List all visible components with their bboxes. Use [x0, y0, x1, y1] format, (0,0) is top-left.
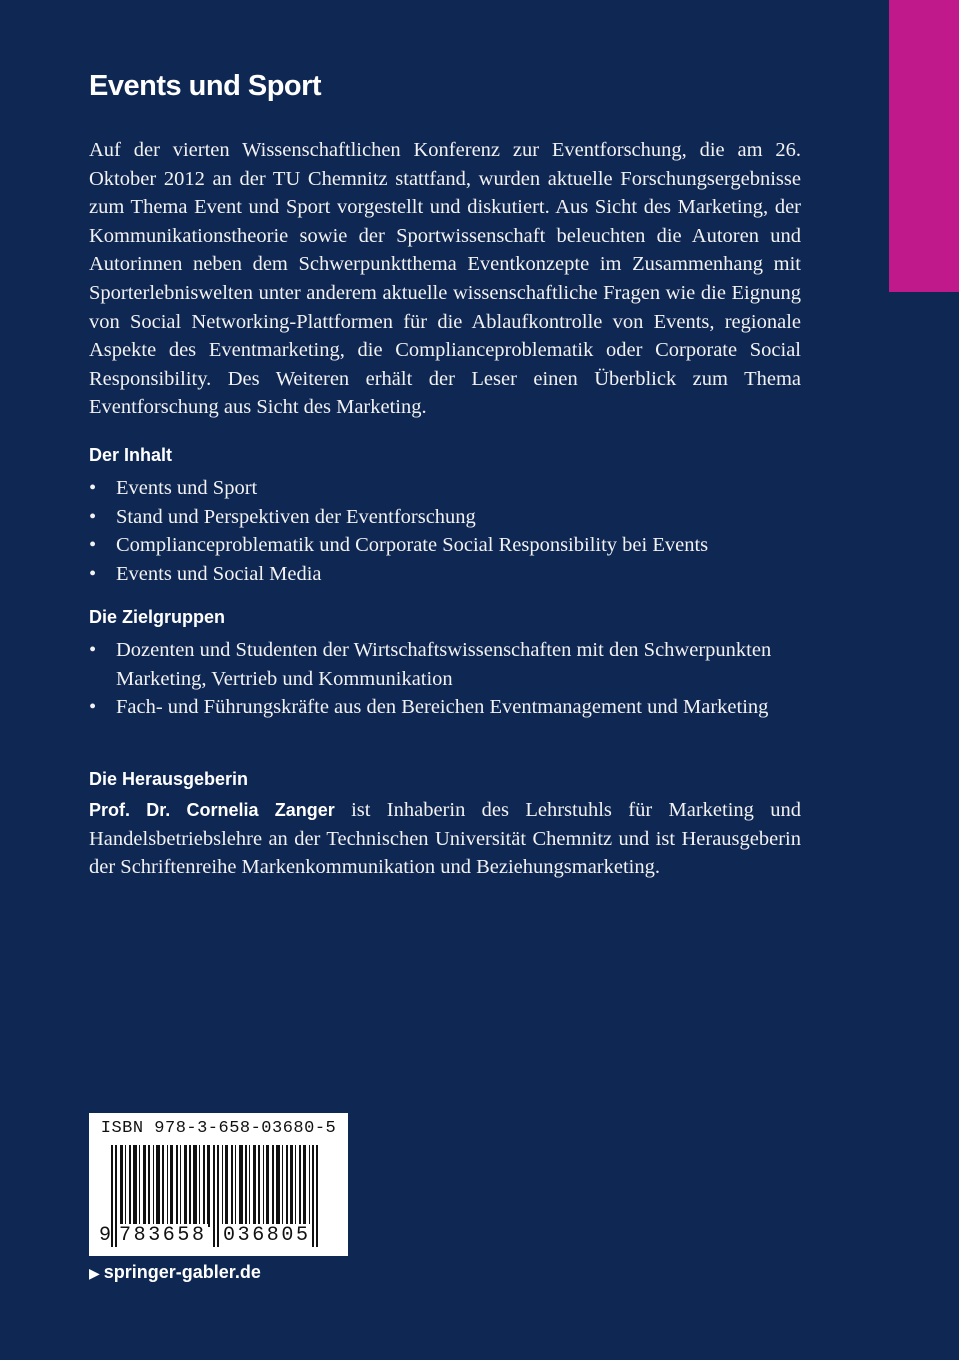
section-heading-inhalt: Der Inhalt [89, 445, 173, 465]
list-item: • Dozenten und Studenten der Wirtschaftswissenschaften mit den Schwerpunkten Marketing, Vertrieb und Kommunikation [89, 636, 809, 693]
list-item: • Events und Social Media [89, 560, 809, 589]
barcode-first-digit: 9 [99, 1224, 112, 1247]
barcode-right-digits: 036805 [223, 1224, 311, 1247]
section-heading-herausgeberin: Die Herausgeberin [89, 769, 249, 789]
accent-bar [889, 0, 959, 292]
section-herausgeberin [89, 766, 809, 882]
section-inhalt [89, 442, 809, 588]
section-heading-zielgruppen: Die Zielgruppen [89, 607, 226, 627]
zielgruppen-list [89, 636, 809, 722]
list-item: • Stand und Perspektiven der Eventforschung [89, 503, 809, 532]
editor-bio: ist Inhaberin des Lehrstuhls für Marketing und Handelsbetriebslehre an der Technischen Universität Chemnitz und ist Herausgeberin der Schriftenreihe Markenkommunikation und Beziehungsmarketing. [89, 799, 801, 879]
editor-name: Prof. Dr. Cornelia Zanger [89, 800, 335, 820]
publisher-link[interactable] [89, 1262, 261, 1283]
barcode-left-digits: 783658 [119, 1224, 207, 1247]
book-title: Events und Sport [89, 70, 322, 102]
triangle-right-icon: ▶ [89, 1265, 100, 1281]
list-item: • Complianceproblematik und Corporate Social Responsibility bei Events [89, 531, 809, 560]
book-description: Auf der vierten Wissenschaftlichen Konferenz zur Eventforschung, die am 26. Oktober 2012 an der TU Chemnitz stattfand, wurden aktuelle Forschungsergebnisse zum Thema Event und Sport vorgestellt und diskutiert. Aus Sicht des Marketing, der Kommunikationstheorie sowie der Sportwissenschaft beleuchten die Autoren und Autorinnen neben dem Schwerpunktthema Eventkonzepte im Zusammenhang mit Sporterlebniswelten unter anderem aktuelle wissenschaftliche Fragen wie die Eignung von Social Networking-Plattformen für die Ablaufkontrolle von Events, regionale Aspekte des Eventmarketing, die Complianceproblematik oder Corporate Social Responsibility. Des Weiteren erhält der Leser einen Überblick zum Thema Eventforschung aus Sicht des Marketing. [89, 139, 801, 419]
editor-bio-paragraph [89, 796, 801, 882]
isbn-label: ISBN 978-3-658-03680-5 [100, 1119, 337, 1138]
list-item: • Fach- und Führungskräfte aus den Bereichen Eventmanagement und Marketing [89, 693, 809, 722]
inhalt-list [89, 474, 809, 588]
list-item: • Events und Sport [89, 474, 809, 503]
section-zielgruppen [89, 604, 809, 722]
publisher-url: springer-gabler.de [103, 1262, 261, 1282]
